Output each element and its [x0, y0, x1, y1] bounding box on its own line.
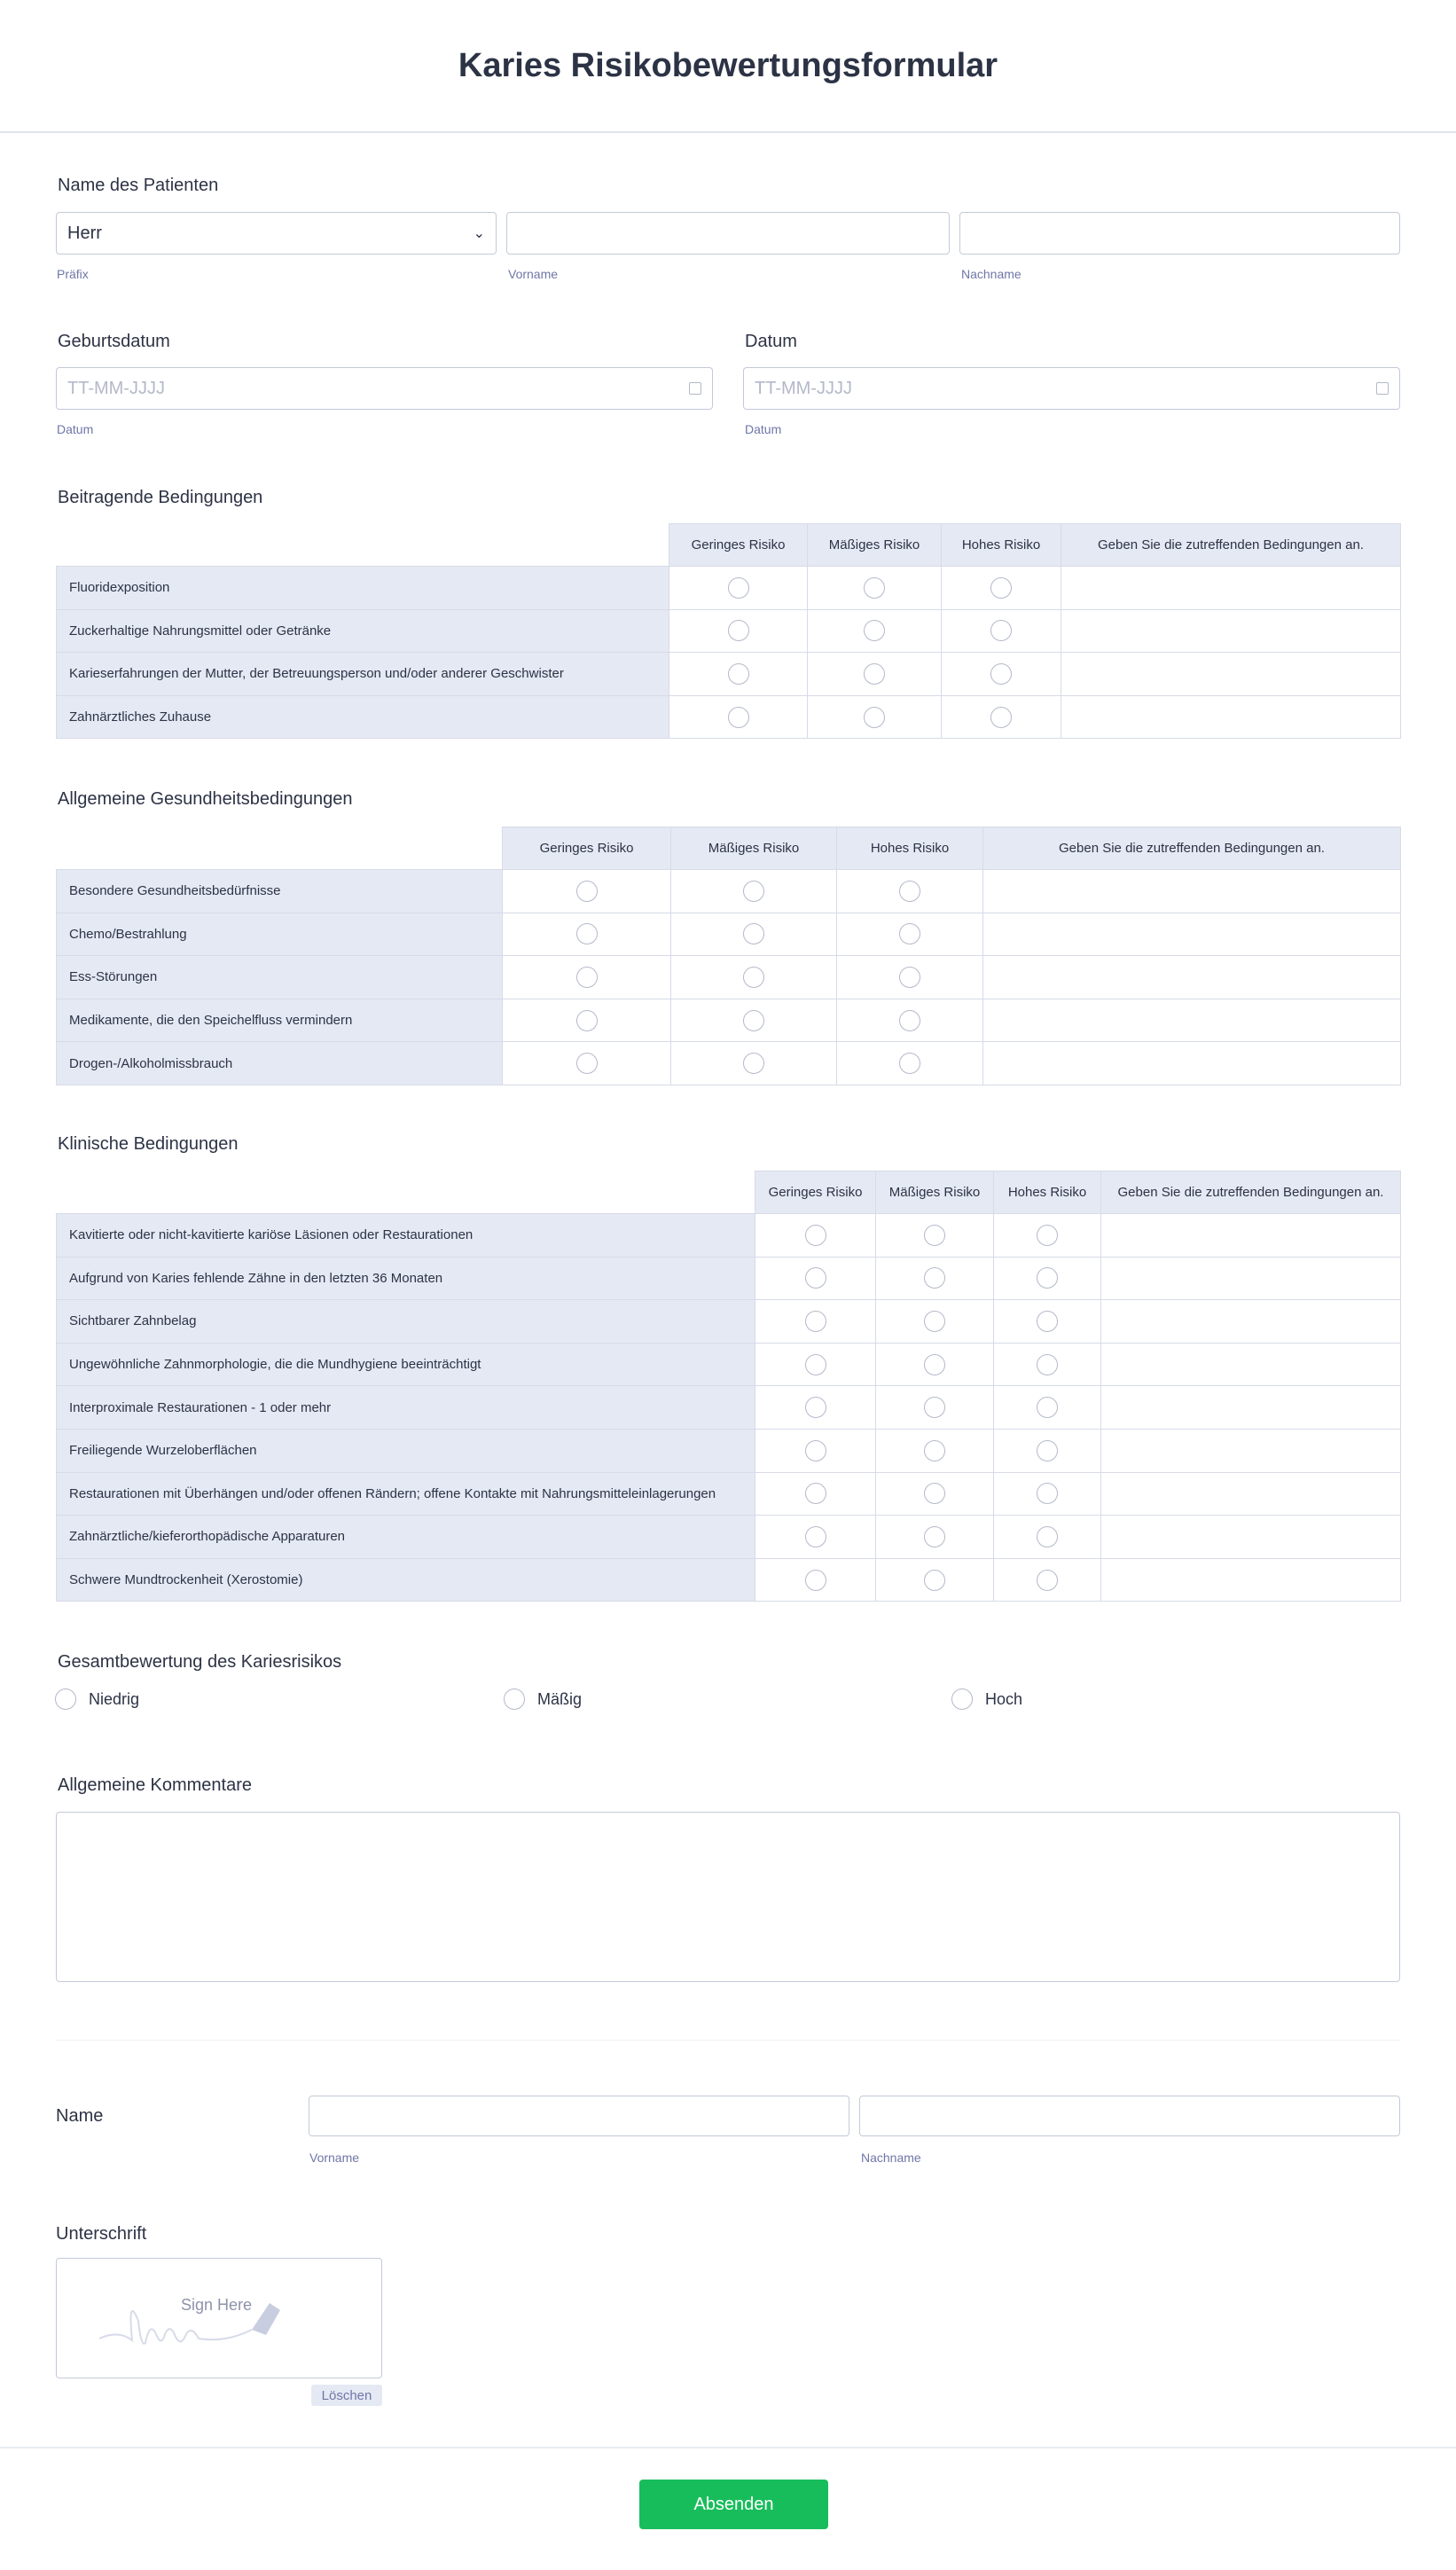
signature-placeholder: Sign Here	[181, 2296, 253, 2314]
radio-button[interactable]	[1037, 1570, 1058, 1591]
last-name-sublabel: Nachname	[961, 267, 1022, 281]
radio-cell	[876, 1386, 994, 1430]
radio-cell	[876, 1516, 994, 1559]
radio-cell	[994, 1558, 1101, 1602]
radio-button[interactable]	[899, 967, 920, 988]
column-header: Geben Sie die zutreffenden Bedingungen an.	[1061, 524, 1401, 567]
radio-cell	[876, 1300, 994, 1344]
table-row	[57, 1300, 1401, 1344]
column-header: Hohes Risiko	[837, 827, 983, 870]
empty-header-cell	[57, 827, 503, 870]
row-label: Freiliegende Wurzeloberflächen	[57, 1429, 755, 1472]
radio-button[interactable]	[576, 967, 598, 988]
radio-button[interactable]	[924, 1311, 945, 1332]
table-row	[57, 1472, 1401, 1516]
radio-button[interactable]	[576, 1053, 598, 1074]
radio-button[interactable]	[924, 1267, 945, 1289]
column-header: Mäßiges Risiko	[808, 524, 942, 567]
radio-button[interactable]	[864, 577, 885, 599]
row-label: Zuckerhaltige Nahrungsmittel oder Getränke	[57, 609, 669, 653]
radio-button[interactable]	[805, 1397, 826, 1418]
overall-option-high[interactable]	[951, 1689, 1022, 1710]
signature-label: Unterschrift	[56, 2224, 147, 2244]
radio-cell	[755, 1257, 876, 1300]
radio-button[interactable]	[805, 1311, 826, 1332]
row-label: Aufgrund von Karies fehlende Zähne in den letzten 36 Monaten	[57, 1257, 755, 1300]
overall-label: Gesamtbewertung des Kariesrisikos	[58, 1652, 342, 1672]
date-placeholder: TT-MM-JJJJ	[755, 378, 852, 398]
column-header: Geringes Risiko	[669, 524, 808, 567]
radio-button[interactable]	[55, 1689, 76, 1710]
footer-divider	[0, 2447, 1456, 2449]
radio-cell	[994, 1214, 1101, 1258]
column-header: Mäßiges Risiko	[876, 1171, 994, 1214]
table-row	[57, 1343, 1401, 1386]
radio-button[interactable]	[1037, 1225, 1058, 1246]
table-row	[57, 1516, 1401, 1559]
column-header: Hohes Risiko	[994, 1171, 1101, 1214]
radio-cell	[876, 1257, 994, 1300]
radio-cell	[669, 653, 808, 696]
radio-cell	[755, 1472, 876, 1516]
prefix-sublabel: Präfix	[57, 267, 89, 281]
radio-button[interactable]	[924, 1526, 945, 1547]
patient-name-label: Name des Patienten	[58, 176, 219, 195]
radio-button[interactable]	[728, 620, 749, 641]
radio-cell	[994, 1300, 1101, 1344]
date-sublabel: Datum	[745, 422, 782, 436]
submit-button[interactable]: Absenden	[639, 2480, 828, 2529]
radio-button[interactable]	[805, 1570, 826, 1591]
radio-button[interactable]	[899, 881, 920, 902]
radio-button[interactable]	[924, 1483, 945, 1504]
conditions-cell[interactable]	[1101, 1214, 1401, 1258]
radio-cell	[755, 1214, 876, 1258]
radio-cell	[837, 870, 983, 913]
clear-signature-button[interactable]: Löschen	[311, 2385, 382, 2406]
radio-button[interactable]	[576, 1010, 598, 1031]
row-label: Drogen-/Alkoholmissbrauch	[57, 1042, 503, 1085]
column-header: Geben Sie die zutreffenden Bedingungen an.	[1101, 1171, 1401, 1214]
signature-pad[interactable]	[56, 2258, 382, 2378]
radio-button[interactable]	[951, 1689, 973, 1710]
column-header: Mäßiges Risiko	[671, 827, 837, 870]
risk-matrix-table	[56, 1171, 1401, 1602]
radio-button[interactable]	[743, 923, 764, 944]
radio-cell	[994, 1429, 1101, 1472]
comments-textarea[interactable]	[56, 1812, 1400, 1982]
radio-button[interactable]	[864, 663, 885, 685]
radio-button[interactable]	[899, 1010, 920, 1031]
radio-button[interactable]	[504, 1689, 525, 1710]
radio-button[interactable]	[990, 663, 1012, 685]
radio-cell	[837, 913, 983, 956]
conditions-cell[interactable]	[1101, 1429, 1401, 1472]
radio-cell	[808, 653, 942, 696]
table-row	[57, 653, 1401, 696]
radio-cell	[503, 913, 671, 956]
table-row	[57, 1214, 1401, 1258]
overall-option-moderate[interactable]	[504, 1689, 582, 1710]
radio-cell	[503, 956, 671, 999]
radio-button[interactable]	[805, 1267, 826, 1289]
prefix-select[interactable]	[56, 212, 497, 255]
conditions-cell[interactable]	[1101, 1343, 1401, 1386]
risk-matrix-table	[56, 523, 1401, 739]
radio-button[interactable]	[805, 1354, 826, 1375]
radio-button[interactable]	[990, 620, 1012, 641]
radio-cell	[808, 567, 942, 610]
table-row	[57, 567, 1401, 610]
radio-button[interactable]	[805, 1526, 826, 1547]
column-header: Geringes Risiko	[755, 1171, 876, 1214]
conditions-cell[interactable]	[1061, 567, 1401, 610]
radio-button[interactable]	[924, 1225, 945, 1246]
column-header: Geringes Risiko	[503, 827, 671, 870]
column-header: Geben Sie die zutreffenden Bedingungen an.	[983, 827, 1401, 870]
radio-cell	[671, 870, 837, 913]
row-label: Karieserfahrungen der Mutter, der Betreuungsperson und/oder anderer Geschwister	[57, 653, 669, 696]
radio-cell	[755, 1429, 876, 1472]
table-row	[57, 1558, 1401, 1602]
radio-cell	[837, 999, 983, 1042]
table-header-row	[57, 1171, 1401, 1214]
table-row	[57, 1257, 1401, 1300]
radio-button[interactable]	[1037, 1483, 1058, 1504]
radio-cell	[876, 1558, 994, 1602]
radio-cell	[994, 1516, 1101, 1559]
radio-button[interactable]	[924, 1570, 945, 1591]
date-label: Datum	[745, 332, 797, 351]
radio-button[interactable]	[805, 1483, 826, 1504]
birthdate-placeholder: TT-MM-JJJJ	[67, 378, 165, 398]
row-label: Besondere Gesundheitsbedürfnisse	[57, 870, 503, 913]
row-label: Schwere Mundtrockenheit (Xerostomie)	[57, 1558, 755, 1602]
table-row	[57, 913, 1401, 956]
radio-cell	[755, 1343, 876, 1386]
date-input[interactable]	[743, 367, 1400, 410]
birthdate-label: Geburtsdatum	[58, 332, 170, 351]
radio-button[interactable]	[805, 1225, 826, 1246]
patient-last-name-input[interactable]	[959, 212, 1400, 255]
prefix-value: Herr	[67, 223, 102, 243]
conditions-cell[interactable]	[983, 913, 1401, 956]
radio-cell	[669, 695, 808, 739]
radio-cell	[755, 1516, 876, 1559]
option-label: Niedrig	[89, 1689, 140, 1708]
first-name-sublabel: Vorname	[309, 2151, 360, 2165]
radio-button[interactable]	[743, 967, 764, 988]
table-row	[57, 1386, 1401, 1430]
column-header: Hohes Risiko	[942, 524, 1061, 567]
radio-button[interactable]	[728, 663, 749, 685]
radio-cell	[755, 1300, 876, 1344]
radio-button[interactable]	[576, 923, 598, 944]
conditions-cell[interactable]	[1101, 1257, 1401, 1300]
conditions-cell[interactable]	[1061, 653, 1401, 696]
radio-button[interactable]	[924, 1354, 945, 1375]
signature-scribble-icon	[92, 2294, 358, 2356]
radio-button[interactable]	[805, 1440, 826, 1461]
conditions-cell[interactable]	[1061, 609, 1401, 653]
radio-cell	[808, 609, 942, 653]
radio-button[interactable]	[728, 577, 749, 599]
radio-button[interactable]	[899, 1053, 920, 1074]
radio-cell	[876, 1214, 994, 1258]
table-section-label: Beitragende Bedingungen	[58, 488, 263, 507]
radio-button[interactable]	[743, 1010, 764, 1031]
first-name-sublabel: Vorname	[508, 267, 559, 281]
radio-button[interactable]	[728, 707, 749, 728]
radio-cell	[837, 1042, 983, 1085]
radio-cell	[942, 653, 1061, 696]
table-section-label: Allgemeine Gesundheitsbedingungen	[58, 789, 353, 809]
radio-button[interactable]	[864, 620, 885, 641]
conditions-cell[interactable]	[983, 956, 1401, 999]
risk-matrix-table	[56, 827, 1401, 1085]
row-label: Fluoridexposition	[57, 567, 669, 610]
radio-cell	[503, 1042, 671, 1085]
radio-button[interactable]	[1037, 1267, 1058, 1289]
overall-option-low[interactable]	[55, 1689, 139, 1710]
radio-cell	[942, 695, 1061, 739]
last-name-input[interactable]	[859, 2096, 1400, 2136]
table-row	[57, 609, 1401, 653]
row-label: Kavitierte oder nicht-kavitierte kariöse Läsionen oder Restaurationen	[57, 1214, 755, 1258]
table-row	[57, 1429, 1401, 1472]
conditions-cell[interactable]	[983, 1042, 1401, 1085]
radio-cell	[942, 609, 1061, 653]
radio-button[interactable]	[743, 1053, 764, 1074]
name-label: Name	[56, 2106, 104, 2126]
radio-cell	[994, 1343, 1101, 1386]
conditions-cell[interactable]	[983, 999, 1401, 1042]
radio-button[interactable]	[990, 577, 1012, 599]
radio-button[interactable]	[1037, 1526, 1058, 1547]
empty-header-cell	[57, 1171, 755, 1214]
comments-label: Allgemeine Kommentare	[58, 1775, 252, 1795]
radio-cell	[942, 567, 1061, 610]
option-label: Mäßig	[537, 1689, 583, 1708]
radio-cell	[503, 999, 671, 1042]
radio-cell	[994, 1472, 1101, 1516]
radio-cell	[671, 999, 837, 1042]
radio-button[interactable]	[899, 923, 920, 944]
row-label: Restaurationen mit Überhängen und/oder offenen Rändern; offene Kontakte mit Nahrungsmitteleinlagerungen	[57, 1472, 755, 1516]
radio-cell	[876, 1343, 994, 1386]
patient-first-name-input[interactable]	[506, 212, 950, 255]
table-row	[57, 999, 1401, 1042]
row-label: Sichtbarer Zahnbelag	[57, 1300, 755, 1344]
radio-cell	[837, 956, 983, 999]
conditions-cell[interactable]	[1101, 1300, 1401, 1344]
row-label: Zahnärztliches Zuhause	[57, 695, 669, 739]
row-label: Chemo/Bestrahlung	[57, 913, 503, 956]
form-title: Karies Risikobewertungsformular	[458, 46, 998, 84]
conditions-cell[interactable]	[983, 870, 1401, 913]
radio-button[interactable]	[1037, 1311, 1058, 1332]
calendar-icon[interactable]	[689, 382, 701, 395]
form-header	[0, 0, 1456, 133]
radio-cell	[669, 609, 808, 653]
option-label: Hoch	[985, 1689, 1023, 1708]
radio-cell	[755, 1558, 876, 1602]
radio-button[interactable]	[1037, 1397, 1058, 1418]
table-row	[57, 956, 1401, 999]
birthdate-input[interactable]	[56, 367, 713, 410]
radio-button[interactable]	[743, 881, 764, 902]
radio-button[interactable]	[576, 881, 598, 902]
radio-cell	[808, 695, 942, 739]
table-row	[57, 1042, 1401, 1085]
empty-header-cell	[57, 524, 669, 567]
row-label: Ess-Störungen	[57, 956, 503, 999]
radio-cell	[876, 1472, 994, 1516]
radio-button[interactable]	[1037, 1440, 1058, 1461]
conditions-cell[interactable]	[1101, 1558, 1401, 1602]
divider	[56, 2040, 1400, 2041]
table-section-label: Klinische Bedingungen	[58, 1134, 239, 1154]
row-label: Ungewöhnliche Zahnmorphologie, die die Mundhygiene beeinträchtigt	[57, 1343, 755, 1386]
radio-button[interactable]	[864, 707, 885, 728]
table-row	[57, 695, 1401, 739]
radio-button[interactable]	[924, 1440, 945, 1461]
conditions-cell[interactable]	[1101, 1386, 1401, 1430]
last-name-sublabel: Nachname	[861, 2151, 921, 2165]
table-header-row	[57, 827, 1401, 870]
radio-button[interactable]	[1037, 1354, 1058, 1375]
row-label: Interproximale Restaurationen - 1 oder mehr	[57, 1386, 755, 1430]
radio-cell	[503, 870, 671, 913]
row-label: Zahnärztliche/kieferorthopädische Apparaturen	[57, 1516, 755, 1559]
conditions-cell[interactable]	[1101, 1516, 1401, 1559]
first-name-input[interactable]	[309, 2096, 849, 2136]
radio-cell	[755, 1386, 876, 1430]
table-header-row	[57, 524, 1401, 567]
row-label: Medikamente, die den Speichelfluss vermindern	[57, 999, 503, 1042]
radio-cell	[994, 1386, 1101, 1430]
radio-cell	[671, 956, 837, 999]
birthdate-sublabel: Datum	[57, 422, 94, 436]
conditions-cell[interactable]	[1101, 1472, 1401, 1516]
radio-cell	[994, 1257, 1101, 1300]
radio-cell	[876, 1429, 994, 1472]
conditions-cell[interactable]	[1061, 695, 1401, 739]
radio-cell	[671, 913, 837, 956]
radio-button[interactable]	[990, 707, 1012, 728]
table-row	[57, 870, 1401, 913]
radio-button[interactable]	[924, 1397, 945, 1418]
radio-cell	[671, 1042, 837, 1085]
calendar-icon[interactable]	[1376, 382, 1389, 395]
radio-cell	[669, 567, 808, 610]
chevron-down-icon: ⌄	[473, 226, 485, 241]
